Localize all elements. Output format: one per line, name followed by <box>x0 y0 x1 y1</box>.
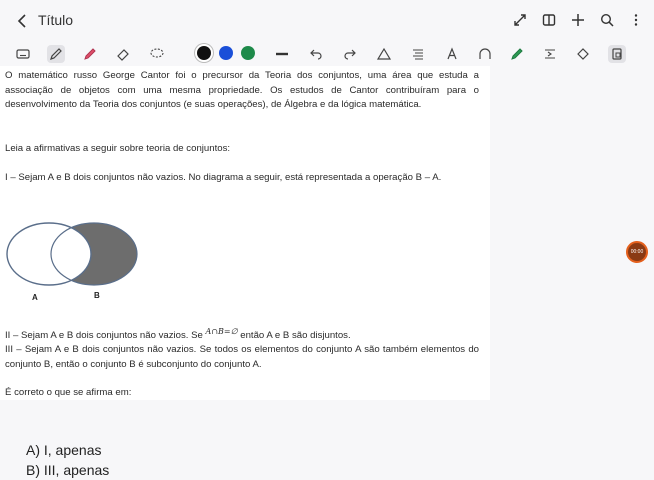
stroke-width-icon[interactable] <box>273 45 291 63</box>
statement-iii: III – Sejam A e B dois conjuntos não vazios. Se todos os elementos do conjunto A são também elementos do conjunto B, então o conjunto B é subconjunto do conjunto A. <box>5 344 479 370</box>
statement-i: I – Sejam A e B dois conjuntos não vazios. No diagrama a seguir, está representada a operação B – A. <box>5 172 442 183</box>
sticker-icon[interactable] <box>574 45 592 63</box>
venn-label-b: B <box>94 291 100 300</box>
header-actions <box>512 12 644 28</box>
answer-option-a[interactable]: A) I, apenas <box>26 442 102 458</box>
redo-icon[interactable] <box>341 45 359 63</box>
app-header <box>0 0 654 42</box>
marker-icon[interactable] <box>508 45 526 63</box>
answer-options <box>26 440 109 480</box>
more-vertical-icon[interactable] <box>628 12 644 28</box>
venn-diagram <box>4 218 144 288</box>
recording-badge[interactable]: 00:00 <box>626 241 648 263</box>
note-title[interactable]: Título <box>38 12 74 28</box>
expand-icon[interactable] <box>512 12 528 28</box>
disjoint-formula: A∩B=∅ <box>205 327 238 336</box>
statement-ii-start: II – Sejam A e B dois conjuntos não vazios. Se <box>5 330 206 341</box>
statement-ii-end: então A e B são disjuntos. <box>237 330 351 341</box>
add-icon[interactable] <box>570 12 586 28</box>
question-prompt: É correto o que se afirma em: <box>5 387 132 398</box>
search-icon[interactable] <box>599 12 615 28</box>
venn-label-a: A <box>32 293 38 302</box>
paragraph-instruction: Leia a afirmativas a seguir sobre teoria de conjuntos: <box>5 143 231 154</box>
audio-icon[interactable] <box>476 45 494 63</box>
paragraph-intro: O matemático russo George Cantor foi o precursor da Teoria dos conjuntos, uma área que estuda a associação de objetos com uma mesma propriedade. Os estudos de Cantor contribuíram para o desenvolvimento da Teoria dos conjuntos (e suas operações), de Álgebra e da lógica matemática. <box>5 70 479 110</box>
undo-icon[interactable] <box>307 45 325 63</box>
statement-ii <box>5 329 479 344</box>
shape-icon[interactable] <box>375 45 393 63</box>
page-icon[interactable] <box>608 45 626 63</box>
book-icon[interactable] <box>541 12 557 28</box>
document-page[interactable] <box>0 66 490 400</box>
text-align-icon[interactable] <box>409 45 427 63</box>
back-chevron-icon[interactable] <box>14 12 32 30</box>
text-style-icon[interactable] <box>443 45 461 63</box>
answer-option-b[interactable]: B) III, apenas <box>26 462 110 478</box>
insert-icon[interactable] <box>541 45 559 63</box>
drawing-toolbar-right <box>0 42 654 66</box>
